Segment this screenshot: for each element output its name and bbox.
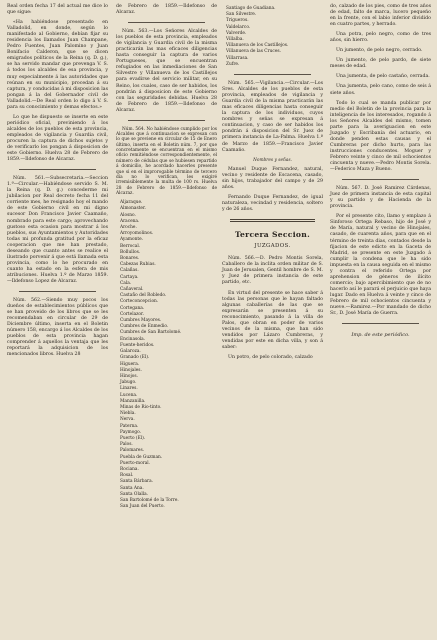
town-item: Lucena.: [120, 392, 138, 398]
notice-563: Núm. 563.—Los Señores Alcaldes de los pueblos de esta provincia, empleados de vigilancia y Guardia civil de la misma practicarán las mas eficaces diligencias hasta conseguir la captura de varios Portugueses, que se encuentran refugiados en las inmediaciones de San Silvestre y Villanueva de los Castillejos para evadirse del servicio militar, en su Reino, los cuales, caso de ser habidos, los pondrán á disposicion de este Gobierno con las seguridades debidas. Huelva 28 de Febrero de 1859.—Ildefonso de Alcaraz.: [116, 29, 217, 113]
town-item: Cala.: [120, 280, 132, 286]
town-item: Niebla.: [120, 411, 136, 417]
town-item: Castaño del Robledo.: [120, 293, 167, 299]
town-item: Granado (El).: [120, 355, 150, 361]
item-3: Un jumento, de pelo negro, cerrado.: [336, 48, 423, 54]
town-item: Santa Ana.: [120, 485, 144, 491]
names-title: Nombres y señas.: [253, 157, 292, 163]
notice-566-closing: Todo lo cual se manda publicar por medio del Boletin de la provincia para la inteligencia de los interesados, rogando á los Señores Alcaldes del mismo, tomen parte para la averiguacion en este Juzgado y Escribanía del actuario, en donde penden estas causas y el Cumbreras por dicho hurto, para las instrucciones conducentes. Moguer y Febrero veinte y cinco de mil ochocientos cincuenta y nueve.—Pedro Montis Sorela.—Federico Maza y Bueno.: [330, 100, 431, 173]
town-item: Cartaya.: [120, 274, 139, 280]
divider: [19, 291, 96, 292]
item-6: Una jumenta, pelo cano, como de seis á siete años.: [330, 84, 431, 96]
person-1: Manuel Duque Fernandez, natural, vecino y residente de Escacena, casado, sin hijos, trabajador del campo y de 29 años.: [222, 166, 323, 191]
town-item: Puerto-moral.: [120, 460, 151, 466]
town-list-continued: [222, 6, 323, 68]
town-item: Cortelazor.: [120, 311, 144, 317]
notice-567: Núm. 567. D. José Ramirez Cárdenas, Juez de primera instancia de esta capital y su partido y de Hacienda de la provincia.: [330, 186, 431, 210]
town-item: San Bartolomé de la Torre.: [120, 497, 179, 503]
item-5: Una jumenta, de pelo castaño, cerrada.: [336, 74, 430, 80]
divider: [128, 120, 205, 121]
town-item: Berrocal.: [120, 243, 141, 249]
notice-567-body: Por el presente cito, llamo y emplazo á Sinforoso Ortega Rebaso, hijo de José y de María, natural y vecino de Hinojales, casado, de cuarenta años, para que en el término de treinta dias, contados desde la fijacion de este edicto en la Gaceta de Madrid, se presente en este Juzgado á cumplir la condena que le ha sido impuesta en la causa seguida en el mismo y contra el referido Ortega por aprehension de géneros de ilícito comercio; bajo apercibimiento que de no hacerlo así le parará el perjuicio que haya lugar. Dado en Huelva á veinte y cinco de Febrero de mil ochocientos cincuenta y nueve.—Ramirez.—Por mandado de dicho Sr., D. José María de Guerra.: [330, 214, 431, 317]
royal-order-text: «Ha habiéndose presentado en Valladolid, en donde, según lo manifestado al Gobierno, debían fijar su residencia los llamados Juan Champane, Pedro Fuentes, Juan Palomino y Juan Bonifacio Calderon, que se dicen emigrados políticos de la Reina (q. D. g.), se ha servido mandar que prevenga V. S. á todos los alcaldes de esa provincia, y muy especialmente á las autoridades que reúnan en su municipio, procedan á su captura, y conducidas á mi disposicion las pongan á la del Gobernador civil de Valladolid.—De Real orden lo digo á V. S. para su conocimiento y demas efectos.»: [7, 20, 108, 110]
town-item: Villanueva de las Cruces.: [226, 49, 281, 55]
town-item: Santa Olalla.: [120, 491, 149, 497]
order-disposition: Lo que he dispuesto se inserte en este periódico oficial, previniendo á los alcaldes de los pueblos de esta provincia, empleados de vigilancia y Guardia civil, procuren la captura de dichos sujetos y de verificarlo los pongan á disposicion de este Gobierno. Huelva 28 de Febrero de 1859.—Ildefonso de Alcaraz.: [7, 114, 108, 163]
town-item: Cumbres Mayores.: [120, 318, 162, 324]
town-item: Fuente-heridos.: [120, 342, 155, 348]
town-item: Encinasola.: [120, 336, 146, 342]
town-item: Minas de Rio-tinto.: [120, 404, 162, 410]
town-item: Trigueros.: [226, 18, 249, 24]
town-item: Hinojales.: [120, 367, 142, 373]
subsection-title: JUZGADOS.: [254, 243, 291, 250]
town-item: Paymogo.: [120, 429, 141, 435]
divider: [342, 179, 419, 180]
town-item: Ayamonte.: [120, 237, 143, 243]
column-4: [330, 4, 431, 339]
town-item: Santiago de Guadiana.: [226, 6, 276, 11]
town-item: Villanueva de los Castillejos.: [226, 43, 289, 49]
town-item: Bonares.: [120, 256, 140, 262]
town-item: San Silvestre.: [226, 12, 257, 18]
notice-564: Núm. 564. No habiéndose cumplido por los Alcaldes que á continuacion se expresan con lo que se previene en circular de 15 de Enero último, inserta en el Boletin núm. 7, por que concretamente se encuentran en el mismo oficio remitiéndose correspondientemente, el número de cédulas que se hubiesen repartido á domicilio, he acordado hacerles presente que si en el improrogable término de tercero día no lo verifican, les exigiré irremisiblemente la multa de 100 rs. Huelva 28 de Febrero de 1859.—Ildefonso de Alcaraz.: [116, 126, 217, 196]
town-list: [116, 200, 217, 510]
divider: [342, 323, 419, 324]
notice-566-body: En virtud del presente se hace saber á todas las personas que le hayan faltado algunas caballerías de las que se expresarán se presenten á su reconocimiento, pasando á la villa de Palos, que obran en poder de varios vecinos de la misma, que han sido vendidos por Lázaro Cumbreras, y vendidas por este en dicha villa, y son á saber:: [222, 290, 323, 350]
notice-565: Núm. 565.—Vigilancia.—Circular.—Los Sres. Alcaldes de los pueblos de esta provincia, empleados de vigilancia y Guardia civil de la misma practicarán las mas eficaces diligencias hasta conseguir la captura de los individuos, cuyos nombres y señas se expresan á continuacion, y caso de ser habidos los pondrán á disposicion del Sr. Juez de primera instancia de La-Palma. Huelva 1.º de Marzo de 1859.—Francisco Javier Caamaño.: [222, 81, 323, 153]
item-4: Un jumento, de pelo pardo, de siete meses de edad.: [330, 58, 431, 70]
town-item: Rosal.: [120, 473, 134, 479]
town-item: Santa Bárbara.: [120, 479, 153, 485]
item-2: Una potra, pelo negro, como de tres años, sin hierro.: [330, 32, 431, 44]
divider: [128, 22, 205, 23]
town-item: Galaroza.: [120, 349, 141, 355]
section-title: Tercera Seccion.: [234, 230, 311, 240]
person-2: Fernando Duque Fernandez, de igual naturaleza, vecindad y residencia, soltero y de 26 años.: [222, 195, 323, 213]
town-item: Calañas.: [120, 268, 139, 274]
section-divider: [230, 219, 315, 222]
town-item: Rociana.: [120, 466, 139, 472]
notice-562: Núm. 562.—Siendo muy pocos los dueños de establecimientos públicos que se han proveido de los libros que se les recomendaban en circular de 29 de Diciembre último, inserta en el Boletin número 158, encargo á los Alcaldes de los pueblos de esta provincia hagan comprender á aquellos la ventaja que les reportará la adquisicion de los mencionados libros. Huelva 28: [7, 298, 108, 358]
town-item: Cumbres de Enmedio.: [120, 324, 169, 330]
town-item: Bollullos.: [120, 249, 141, 255]
town-item: Cañaveral.: [120, 287, 144, 293]
town-item: Higuera.: [120, 361, 140, 367]
town-item: Aracena.: [120, 218, 140, 224]
notice-561: Núm. 561.—Subsecretaria.—Seccion 1.ª—Circular.—Habiéndose servido S. M. la Reina (q. D. g.) concederme mi jubilacion por Real decreto fecha 11 del corriente mes, he resignado hoy el mando de este Gobierno civil en mi digno sucesor Don Francisco Javier Caamaño, nombrado para este cargo; aprovechando gustoso esta ocasion para mostrar á los pueblos, sus Ayuntamientos y Autoridades todas mi profunda gratitud por la eficaz cooperacion que me han prestado, deseando que cuanto antes se realice el ilustrado porvenir á que está llamada esta provincia, como lo he procurado en cuanto ha estado en la esfera de mis atribuciones. Huelva 1.º de Marzo 1859.—Ildefonso Lopez de Alcaraz.: [7, 176, 108, 284]
town-item: Aljaraque.: [120, 200, 143, 206]
town-item: Palomares.: [120, 448, 145, 454]
column-2: [116, 4, 217, 514]
divider: [19, 169, 96, 170]
town-item: Alosno.: [120, 212, 136, 218]
notice-566-item: Un potro, de pelo colorado, calzado: [228, 354, 313, 360]
town-item: Hinojos.: [120, 373, 138, 379]
town-item: Paterna.: [120, 423, 139, 429]
town-item: Valdelarco.: [226, 24, 251, 30]
town-item: Nerva.: [120, 417, 135, 423]
town-item: Jabugo.: [120, 380, 137, 386]
town-item: Cortegana.: [120, 305, 145, 311]
town-item: Villarrasa.: [226, 55, 249, 61]
town-item: Palos.: [120, 442, 133, 448]
town-item: Aroche.: [120, 225, 137, 231]
notice-566: Núm. 566.—D. Pedro Montis Sorela, Caballero de la inclita orden militar de S. Juan de Jerusalen, Gentil hombre de S. M. y Juez de primera instancia de este partido, etc.: [222, 256, 323, 286]
town-item: Cabezas Rubias.: [120, 262, 156, 268]
notice-562-end: de Febrero de 1859.—Ildefonso de Alcaraz.: [116, 4, 217, 16]
divider: [234, 74, 311, 75]
town-item: Almonaster.: [120, 206, 146, 212]
town-item: Puerto (El).: [120, 435, 146, 441]
town-item: Manzanilla.: [120, 398, 146, 404]
column-1: [7, 4, 108, 362]
town-item: Villalba.: [226, 37, 244, 43]
town-item: Corteconcepcion.: [120, 299, 159, 305]
town-item: Arroyomolinos.: [120, 231, 154, 237]
item-description: do, calzado de los pies, como de tres años de edad, falto de marca, lucero pequeño en la frente, con el labio inferior dividido en cuatro partes, y herrado.: [330, 4, 431, 28]
column-3: [222, 4, 323, 365]
order-intro: Real orden fecha 17 del actual me dice lo que sigue:: [7, 4, 108, 16]
town-item: Zufre.: [226, 61, 240, 67]
town-item: Valverde.: [226, 30, 247, 36]
printer-footer: Imp. de este periódico.: [351, 332, 410, 339]
town-item: Puebla de Guzman.: [120, 454, 163, 460]
town-item: San Juan del Puerto.: [120, 504, 165, 510]
town-item: Linares.: [120, 386, 138, 392]
town-item: Cumbres de San Bartolomé.: [120, 330, 182, 336]
